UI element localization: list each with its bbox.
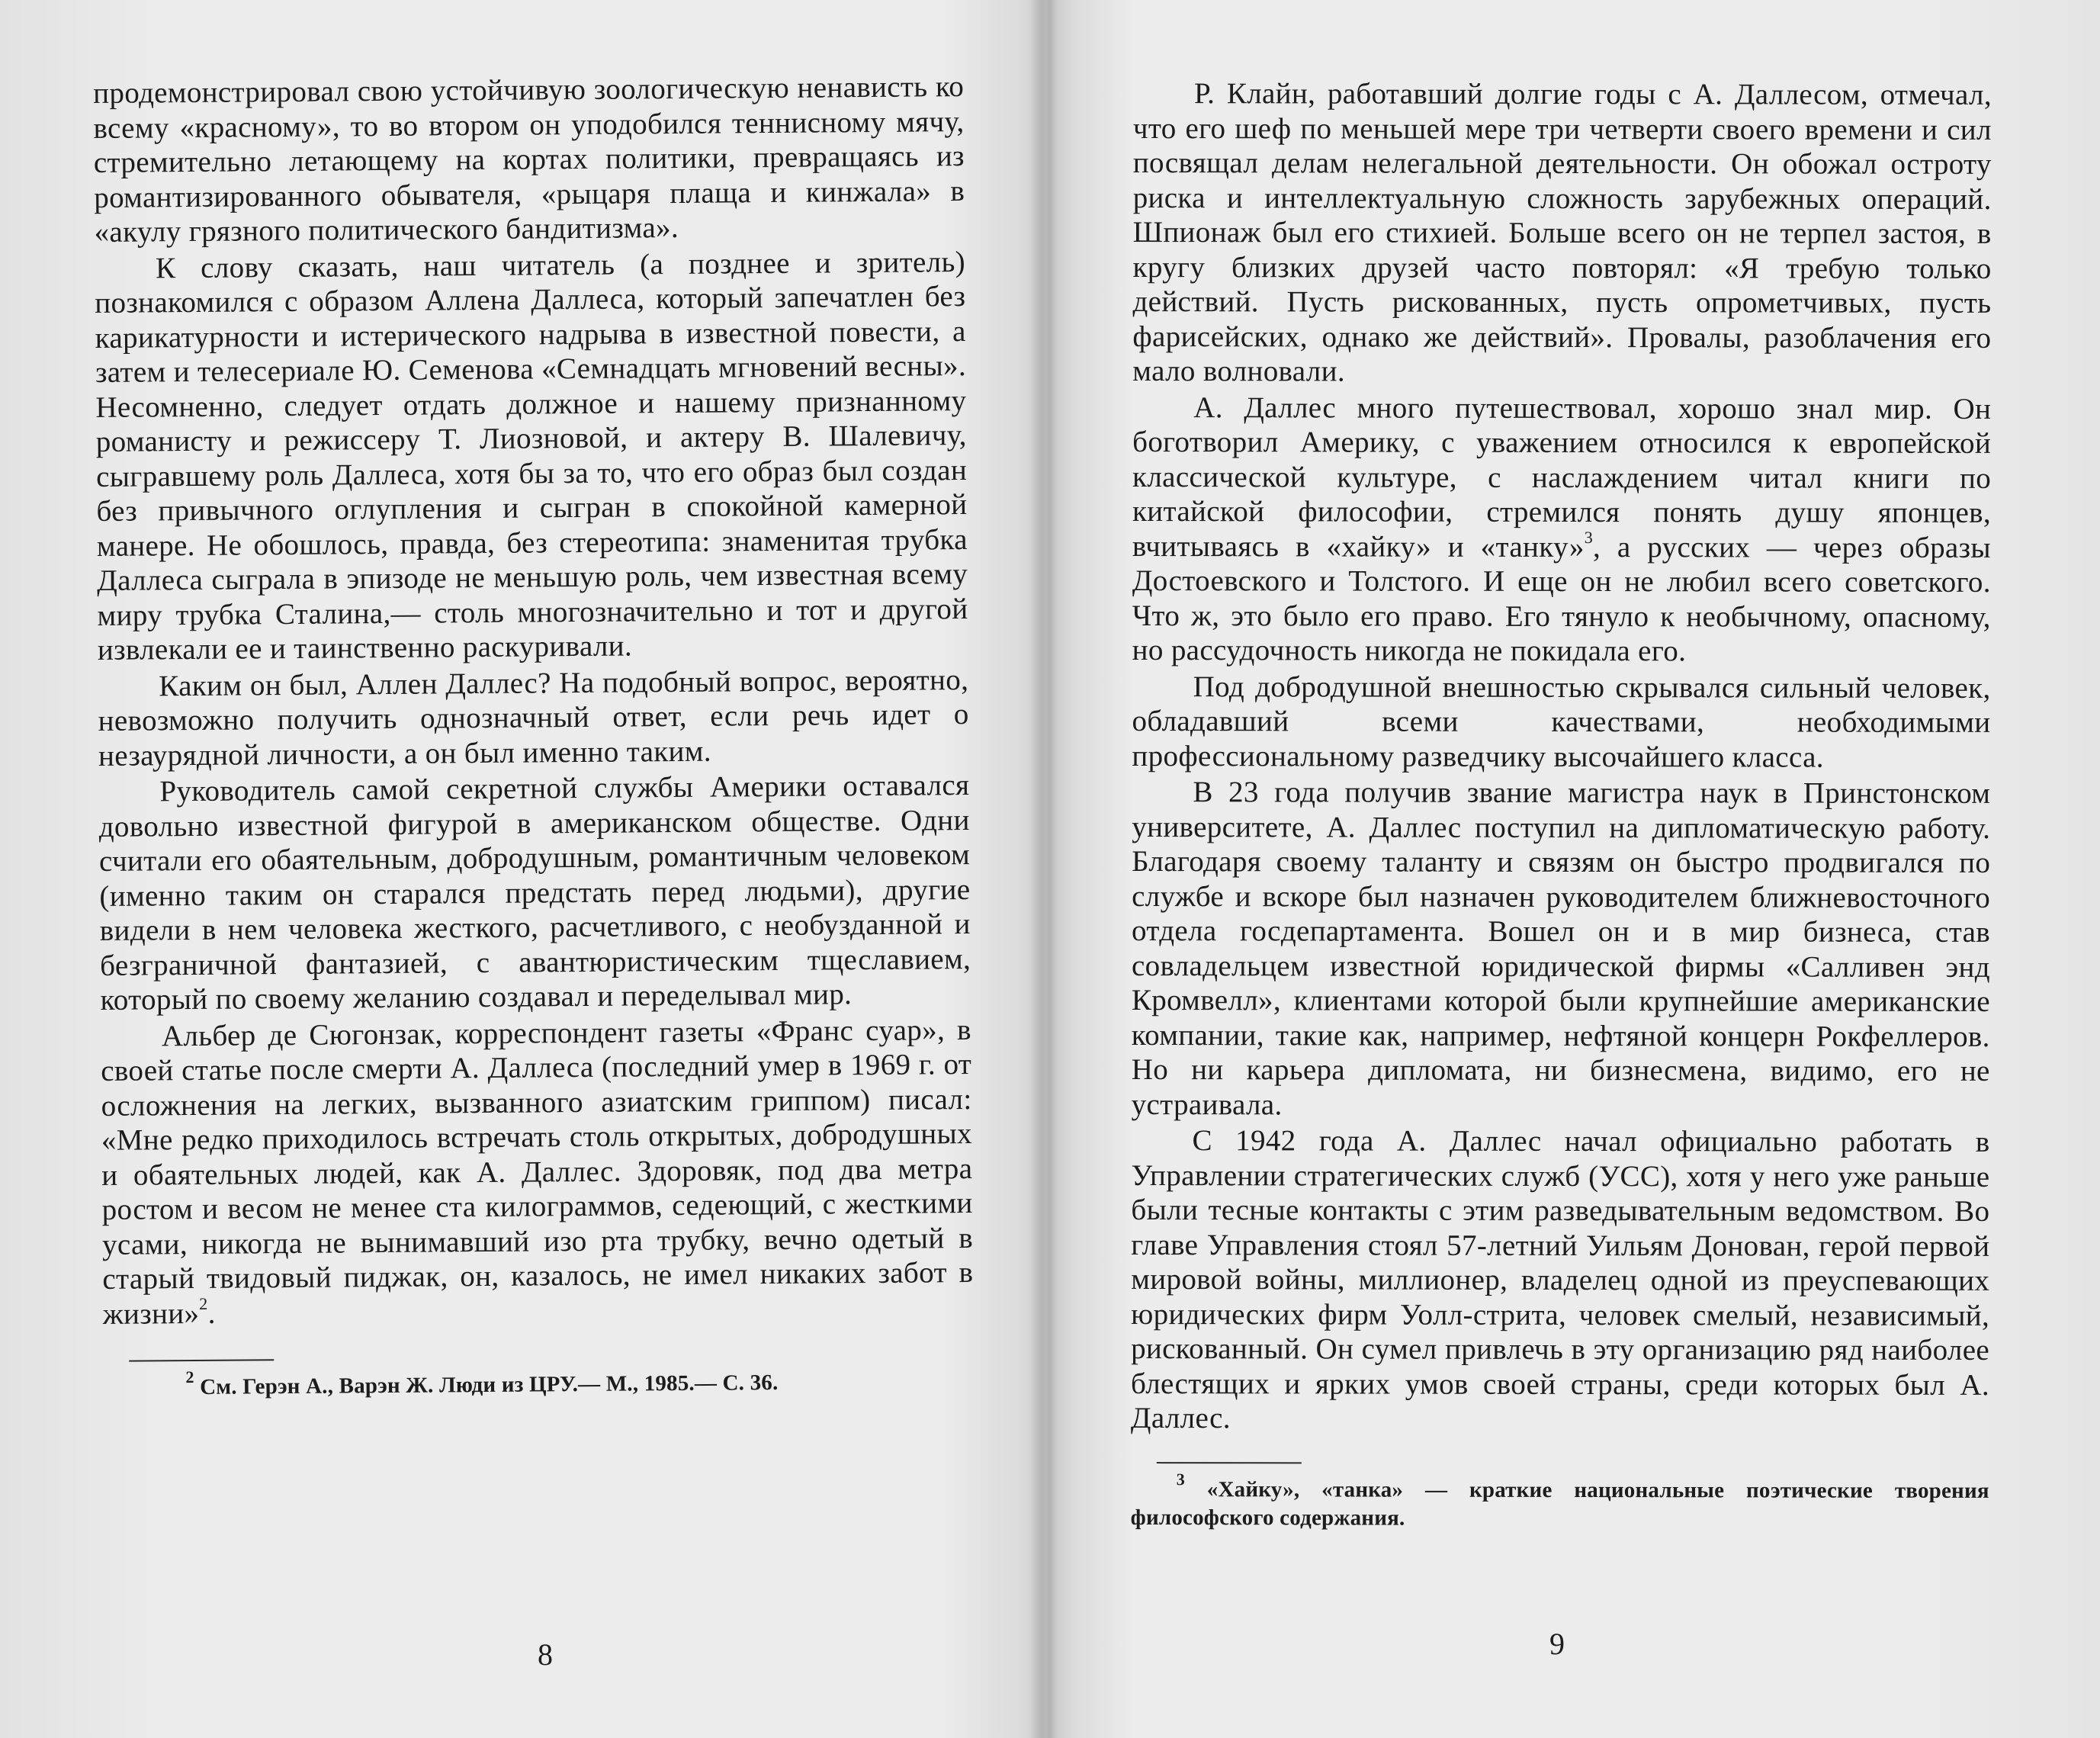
left-paragraph-5: Альбер де Сюгонзак, корреспондент газеты «Франс суар», в своей статье после смерти А. Даллеса (последний умер в 1969 г. от осложнения на легких, вызванного азиатским гриппом) писал: «Мне редко приходилось встречать столь открытых, добродушных и обаятельных людей, как А. Даллес. Здоровяк, под два метра ростом и весом не менее ста килограммов, седеющий, с жесткими усами, никогда не вынимавший изо рта трубку, вечно одетый в старый твидовый пиджак, он, казалось, не имел никаких забот в жизни»$^2$.: [101, 1013, 974, 1331]
footnote-3-number: 3: [1176, 1469, 1186, 1489]
left-page: [93, 69, 975, 1402]
page-number-left: 8: [538, 1637, 553, 1672]
footnote-2: [103, 1367, 974, 1402]
right-paragraph-4: В 23 года получив звание магистра наук в Принстонском университете, А. Даллес поступил на дипломатическую работу. Благодаря своему таланту и связям он быстро продвигался по службе и вскоре был назначен руководителем ближневосточного отдела госдепартамента. Вошел он и в мир бизнеса, став совладельцем известной юридической фирмы «Салливен энд Кромвелл», клиентами которой были крупнейшие американские компании, такие как, например, нефтяной концерн Рокфеллеров. Но ни карьера дипломата, ни бизнесмена, видимо, его не устраивала.: [1131, 776, 1991, 1121]
footnote-divider-left: [129, 1359, 274, 1361]
left-paragraph-4: Руководитель самой секретной службы Америки оставался довольно известной фигурой в американском обществе. Одни считали его обаятельным, добродушным, романтичным человеком (именно таким он старался предстать перед людьми), другие видели в нем человека жесткого, расчетливого, с необузданной и безграничной фантазией, с авантюристическим тщеславием, который по своему желанию создавал и переделывал мир.: [98, 769, 971, 1017]
right-paragraph-2-after: , а русских — через образы Достоевского и Толстого. И еще он не любил всего советского. Что ж, это было его право. Его тянуло к необычному, опасному, но рассудочность никогда не покидала его.: [1132, 530, 1991, 668]
book-gutter: [1022, 0, 1075, 1738]
right-page: [1131, 76, 1992, 1533]
right-paragraph-2: [1132, 390, 1992, 669]
right-paragraph-2-before: А. Даллес много путешествовал, хорошо знал мир. Он боготворил Америку, с уважением относился к европейской классической культуре, с наслаждением читал книги по китайской философии, стремился понять душу японцев, вчитываясь в «хайку» и «танку»: [1132, 390, 1992, 564]
footnote-ref-3: 3: [1584, 527, 1594, 547]
right-paragraph-5: С 1942 года А. Даллес начал официально работать в Управлении стратегических служб (УСС), хотя у него уже раньше были тесные контакты с этим разведывательным ведомством. Во главе Управления стоял 57-летний Уильям Донован, герой первой мировой войны, миллионер, владелец одной из преуспевающих юридических фирм Уолл-стрита, человек смелый, независимый, рискованный. Он сумел привлечь в эту организацию ряд наиболее блестящих и ярких умов своей страны, среди которых был А. Даллес.: [1130, 1124, 1990, 1435]
footnote-3-text: «Хайку», «танка» — краткие национальные поэтические творения философского содержания.: [1130, 1476, 1989, 1531]
left-page-body: [93, 69, 974, 1332]
left-paragraph-1: продемонстрировал свою устойчивую зоологическую ненависть ко всему «красному», то во втором он уподобился теннисному мячу, стремительно летающему на кортах политики, превращаясь из романтизированного обывателя, «рыцаря плаща и кинжала» в «акулу грязного политического бандитизма».: [93, 70, 965, 249]
left-paragraph-3: Каким он был, Аллен Даллес? На подобный вопрос, вероятно, невозможно получить однозначный ответ, если речь идет о незаурядной личности, а он был именно таким.: [98, 663, 969, 773]
footnote-divider-right: [1157, 1462, 1302, 1463]
footnote-3: [1130, 1469, 1989, 1533]
left-paragraph-2: К слову сказать, наш читатель (а позднее и зритель) познакомился с образом Аллена Даллеса, который запечатлен без карикатурности и истерического надрыва в известной повести, а затем и телесериале Ю. Семенова «Семнадцать мгновений весны». Несомненно, следует отдать должное и нашему признанному романисту и режиссеру Т. Лиозновой, и актеру В. Шалевичу, сыгравшему роль Даллеса, хотя бы за то, что его образ был создан без привычного оглупления и сыгран в спокойной камерной манере. Не обошлось, правда, без стереотипа: знаменитая трубка Даллеса сыграла в эпизоде не меньшую роль, чем известная всему миру трубка Сталина,— столь многозначительно и тот и другой извлекали ее и таинственно раскуривали.: [95, 245, 968, 667]
right-paragraph-3: Под добродушной внешностью скрывался сильный человек, обладавший всеми качествами, необходимыми профессиональному разведчику высочайшего класса.: [1132, 670, 1991, 774]
footnote-2-number: 2: [185, 1367, 194, 1387]
page-number-right: 9: [1549, 1627, 1565, 1661]
footnote-2-text: См. Герэн А., Варэн Ж. Люди из ЦРУ.— М., 1985.— С. 36.: [200, 1370, 779, 1399]
right-paragraph-1: Р. Клайн, работавший долгие годы с А. Даллесом, отмечал, что его шеф по меньшей мере три четверти своего времени и сил посвящал делам нелегальной деятельности. Он обожал остроту риска и интеллектуальную сложность зарубежных операций. Шпионаж был его стихией. Больше всего он не терпел застоя, в кругу близких друзей часто повторял: «Я требую только действий. Пусть рискованных, пусть опрометчивых, пусть фарисейских, однако же действий». Провалы, разоблачения его мало волновали.: [1132, 77, 1992, 388]
right-page-body: [1131, 76, 1992, 1437]
left-paragraph-5-text: Альбер де Сюгонзак, корреспондент газеты «Франс суар», в своей статье после смерти А. Даллеса (последний умер в 1969 г. от осложнения на легких, вызванного азиатским гриппом) писал: «Мне редко приходилось встречать столь открытых, добродушных и обаятельных людей, как А. Даллес. Здоровяк, под два метра ростом и весом не менее ста килограммов, седеющий, с жесткими усами, никогда не вынимавший изо рта трубку, вечно одетый в старый твидовый пиджак, он, казалось, не имел никаких забот в жизни»: [101, 1013, 974, 1331]
footnote-ref-2: 2: [199, 1293, 208, 1313]
